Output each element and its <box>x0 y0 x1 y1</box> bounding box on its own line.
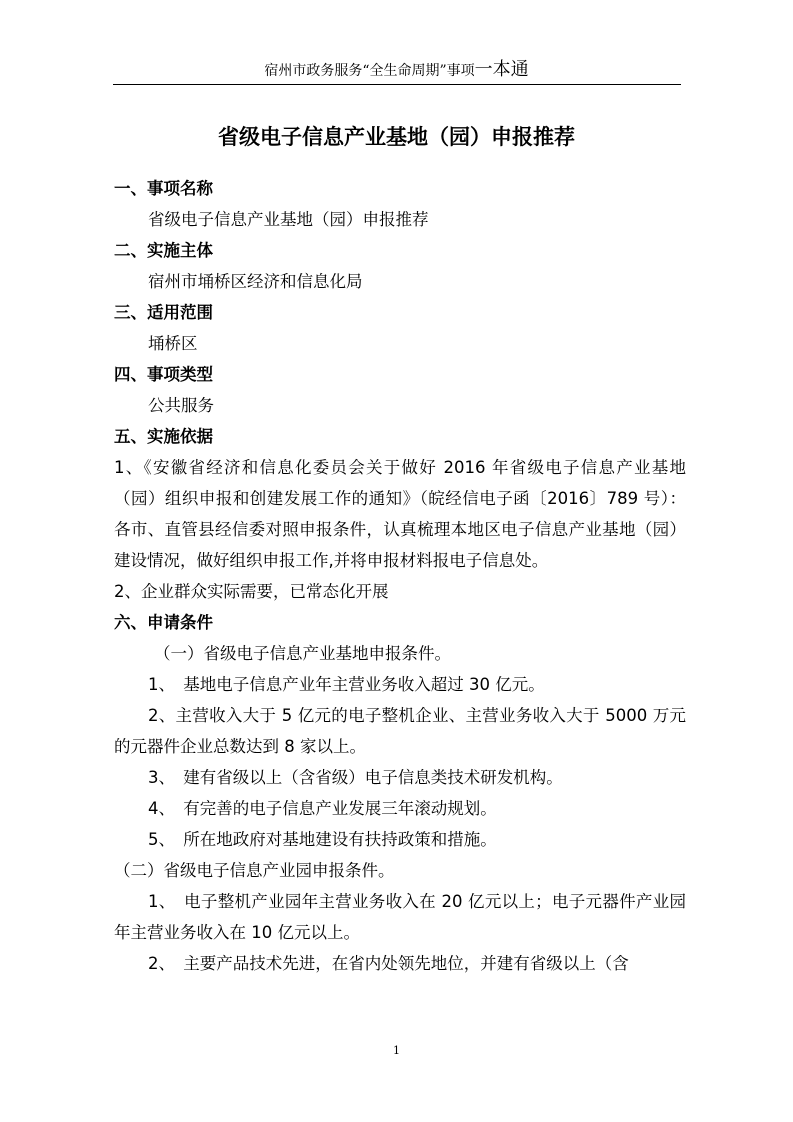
conditions-base-item-4: 4、 有完善的电子信息产业发展三年滚动规划。 <box>148 799 497 818</box>
header-rule <box>113 84 681 85</box>
header-text-large: 一本通 <box>474 59 529 80</box>
document-title: 省级电子信息产业基地（园）申报推荐 <box>218 125 575 149</box>
document-body <box>114 173 686 979</box>
basis-paragraph-1: 1、《安徽省经济和信息化委员会关于做好 2016 年省级电子信息产业基地（园）组织申报和创建发展工作的通知》（皖经信电子函〔2016〕789 号）：各市、直管县经信委对照申报条件，认真梳理本地区电子信息产业基地（园）建设情况，做好组织申报工作,并将申报材料报电子信息处。 <box>114 458 686 570</box>
section-body-implementer: 宿州市埇桥区经济和信息化局 <box>148 272 363 291</box>
conditions-base-item-5: 5、 所在地政府对基地建设有扶持政策和措施。 <box>148 830 497 849</box>
conditions-base-item-3: 3、 建有省级以上（含省级）电子信息类技术研发机构。 <box>148 768 563 787</box>
conditions-base-item-1: 1、 基地电子信息产业年主营业务收入超过 30 亿元。 <box>148 675 545 694</box>
section-heading-scope: 三、适用范围 <box>114 303 213 322</box>
section-body-item-name: 省级电子信息产业基地（园）申报推荐 <box>148 210 429 229</box>
section-body-type: 公共服务 <box>148 396 214 415</box>
section-heading-type: 四、事项类型 <box>114 365 213 384</box>
section-heading-basis: 五、实施依据 <box>114 427 213 446</box>
basis-paragraph-2: 2、企业群众实际需要，已常态化开展 <box>114 582 389 601</box>
conditions-park-item-2: 2、 主要产品技术先进，在省内处领先地位，并建有省级以上（含 <box>148 954 629 973</box>
conditions-base-item-2: 2、主营收入大于 5 亿元的电子整机企业、主营业务收入大于 5000 万元的元器件企业总数达到 8 家以上。 <box>114 706 686 756</box>
page-header <box>0 60 793 81</box>
section-heading-implementer: 二、实施主体 <box>114 241 213 260</box>
section-heading-item-name: 一、事项名称 <box>114 179 213 198</box>
header-text: 宿州市政务服务“全生命周期”事项 <box>264 63 475 79</box>
conditions-subheading-base: （一）省级电子信息产业基地申报条件。 <box>154 644 451 663</box>
conditions-subheading-park: （二）省级电子信息产业园申报条件。 <box>114 861 395 880</box>
page-number: 1 <box>393 1044 400 1057</box>
conditions-park-item-1: 1、 电子整机产业园年主营业务收入在 20 亿元以上；电子元器件产业园年主营业务收入在 10 亿元以上。 <box>114 892 686 942</box>
section-body-scope: 埇桥区 <box>148 334 198 353</box>
section-heading-conditions: 六、申请条件 <box>114 613 213 632</box>
